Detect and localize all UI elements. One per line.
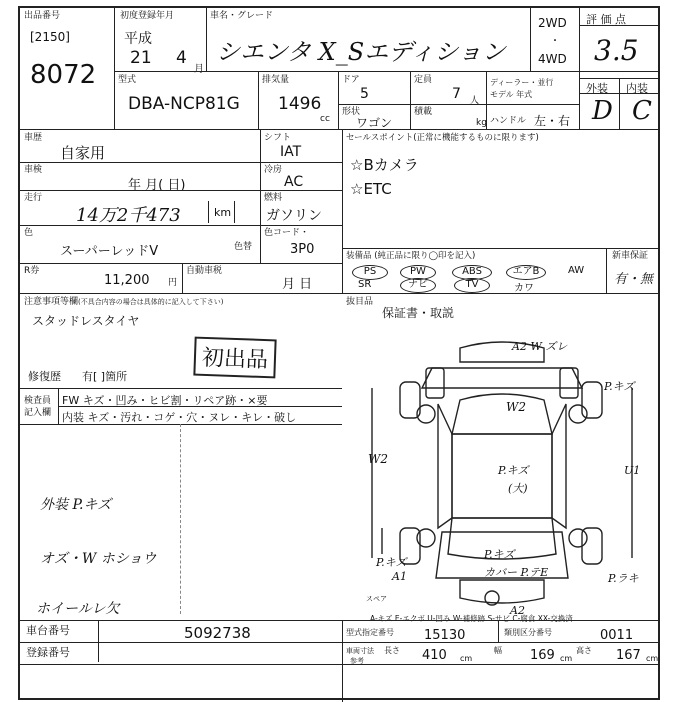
model-label: 車名・グレード: [210, 11, 274, 21]
width-label: 幅: [494, 646, 502, 655]
inspector-row-2: 内装 キズ・汚れ・コゲ・穴・ヌレ・キレ・破し: [62, 411, 297, 424]
exterior-value: D: [592, 96, 613, 126]
doors-value: 5: [360, 86, 369, 102]
dotted-divider: [180, 424, 181, 614]
dims-note-label: 車両寸法: [346, 647, 374, 655]
month-unit: 月: [194, 64, 204, 75]
diagram-annotation-3: W2: [506, 400, 526, 414]
notes-line-1: スタッドレスタイヤ: [32, 314, 140, 328]
grade-label: 評 価 点: [586, 13, 626, 26]
shift-label: シフト: [264, 133, 292, 143]
height-unit: cm: [646, 654, 659, 663]
interior-value: C: [632, 96, 652, 126]
diagram-annotation-12: A1: [392, 570, 407, 583]
inspector-label-2: 記入欄: [24, 408, 52, 418]
handle-label: ハンドル: [490, 116, 527, 126]
mileage-unit: km: [214, 206, 232, 219]
diagram-annotation-2: P.キズ: [604, 380, 635, 393]
selling-points-label: セールスポイント(正常に機能するものに限ります): [346, 133, 539, 143]
equip-aw: AW: [568, 265, 585, 276]
auction-sheet: [18, 6, 660, 700]
extras-value: 保証書・取説: [382, 306, 455, 320]
equip-airbag: エアB: [506, 265, 546, 280]
exterior-label: 外装: [586, 82, 608, 95]
displacement-value: 1496: [278, 94, 322, 114]
diagram-annotation-4: W2: [368, 452, 388, 466]
model-year-label: モデル 年式: [490, 90, 533, 99]
spare-label: スペア: [366, 595, 387, 603]
equip-navi: ナビ: [400, 278, 436, 293]
diagram-annotation-7: U1: [624, 464, 641, 477]
model-name: シエンタ X_Sエディション: [216, 38, 506, 66]
chassis-value: 5092738: [184, 624, 251, 642]
reg-year: 21: [130, 48, 152, 68]
handwritten-note-2: オズ・W ホショウ: [40, 551, 157, 567]
length-unit: cm: [460, 654, 473, 663]
notes-label: 注意事項等欄: [24, 297, 79, 307]
capacity-unit: 人: [470, 96, 480, 106]
registration-label: 登録番号: [26, 646, 70, 659]
diagram-annotation-5: P.キズ: [498, 464, 529, 477]
height-value: 167: [616, 648, 641, 663]
diagram-annotation-1: A2 W ズレ: [512, 340, 568, 353]
equip-ps: PS: [352, 265, 388, 280]
type-value: DBA-NCP81G: [128, 94, 240, 114]
color-code-label: 色コード・: [264, 228, 310, 238]
drive-4wd: 4WD: [538, 52, 567, 66]
length-value: 410: [422, 648, 447, 663]
type-label: 型式: [118, 75, 137, 85]
kg-unit: kg: [476, 118, 487, 128]
diagram-annotation-9: P.キズ: [484, 548, 515, 561]
inspection-value: 年 月( 日): [128, 178, 186, 193]
equipment-label: 装備品 (純正品に限り◯印を記入): [346, 251, 476, 261]
first-listing-stamp: 初出品: [193, 337, 276, 379]
extras-label: 抜目品: [346, 297, 374, 307]
interior-label: 内装: [626, 82, 648, 95]
tax-label: 自動車税: [186, 266, 223, 276]
inspector-label-1: 検査員: [24, 396, 52, 406]
first-reg-label: 初度登録年月: [120, 11, 175, 21]
ac-value: AC: [284, 174, 304, 190]
class-code-label: 類別区分番号: [504, 628, 552, 637]
height-label: 高さ: [576, 646, 592, 655]
model-code-label: 型式指定番号: [346, 628, 394, 637]
ref-label: 参考: [350, 657, 364, 665]
drive-2wd: 2WD: [538, 16, 567, 30]
capacity-label: 定員: [414, 75, 433, 85]
model-code-value: 15130: [424, 628, 466, 643]
class-code-value: 0011: [600, 628, 634, 643]
yen-unit: 円: [168, 278, 178, 288]
width-value: 169: [530, 648, 555, 663]
reg-month: 4: [176, 48, 187, 68]
shape-value: ワゴン: [356, 116, 393, 130]
ac-label: 冷房: [264, 165, 283, 175]
recycle-value: 11,200: [104, 273, 150, 288]
lot-number: 8072: [30, 60, 97, 90]
diagram-annotation-10: カバー P.テE: [484, 566, 549, 579]
equip-leather: カワ: [514, 283, 534, 294]
selling-point-1: ☆Bカメラ: [350, 156, 419, 174]
fuel-label: 燃料: [264, 193, 283, 203]
inspection-label: 車検: [24, 165, 43, 175]
color-label: 色: [24, 228, 34, 238]
equip-tv: TV: [454, 278, 490, 293]
shape-label: 形状: [342, 107, 361, 117]
fuel-value: ガソリン: [266, 208, 322, 224]
color-swap-label: 色替: [234, 242, 253, 252]
tax-value: 月 日: [282, 277, 313, 292]
inspector-row-1: FW キズ・凹み・ヒビ割・リペア跡・×要: [62, 394, 268, 407]
equip-abs: ABS: [452, 265, 492, 280]
mileage-value: 14万2千473: [76, 205, 181, 226]
drive-dot: ・: [550, 36, 560, 47]
dealer-label: ディーラー・並行: [490, 78, 554, 87]
displacement-label: 排気量: [262, 75, 290, 85]
cc-unit: cc: [320, 114, 330, 124]
handwritten-note-3: ホイールレ欠: [36, 601, 120, 617]
diagram-annotation-6: (大): [508, 482, 528, 495]
grade-value: 3.5: [594, 34, 639, 67]
diagram-annotation-11: P.ラキ: [608, 572, 639, 585]
usage-label: 車歴: [24, 133, 43, 143]
notes-sublabel: (不具合内容の場合は具体的に記入して下さい): [78, 298, 224, 306]
era: 平成: [124, 31, 152, 47]
diagram-annotation-8: P.キズ: [376, 556, 407, 569]
diagram-annotation-13: A2: [510, 604, 525, 617]
lot-label: 出品番号: [24, 11, 61, 21]
repair-value: 有[ ]箇所: [82, 370, 128, 383]
equip-sr: SR: [358, 279, 372, 290]
warranty-value: 有・無: [614, 272, 654, 287]
load-label: 積載: [414, 107, 433, 117]
damage-legend: A-キズ E-エクボ U-凹み W-補修跡 S-サビ C-腐食 XX-交換済: [370, 614, 573, 623]
chassis-label: 車台番号: [26, 624, 70, 637]
selling-point-2: ☆ETC: [350, 180, 392, 198]
recycle-label: R券: [24, 266, 40, 276]
capacity-value: 7: [452, 86, 461, 102]
mileage-label: 走行: [24, 193, 43, 203]
handle-value: 左・右: [534, 114, 571, 128]
new-car-label: 新車保証: [612, 251, 649, 261]
width-unit: cm: [560, 654, 573, 663]
color-value: スーパーレッドV: [60, 244, 159, 259]
usage-value: 自家用: [60, 144, 106, 162]
doors-label: ドア: [342, 75, 360, 85]
length-label: 長さ: [384, 646, 400, 655]
repair-label: 修復歴: [28, 370, 61, 383]
lot-code: [2150]: [30, 30, 70, 44]
equip-pw: PW: [400, 265, 436, 280]
color-code-value: 3P0: [290, 242, 315, 257]
handwritten-note-1: 外装 P.キズ: [40, 497, 112, 513]
shift-value: IAT: [280, 144, 302, 160]
